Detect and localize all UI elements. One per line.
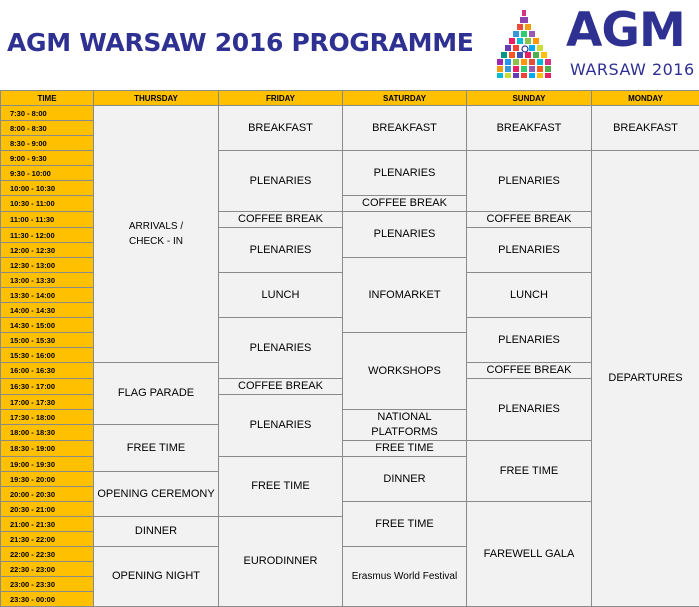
event-label: FREE TIME [467, 464, 591, 479]
logo-icon [496, 10, 558, 78]
event-cell-monday [592, 151, 699, 607]
event-cell-friday [219, 212, 343, 228]
time-slot: 14:00 - 14:30 [1, 303, 94, 318]
event-cell-friday [219, 517, 343, 607]
event-label: PLENARIES [219, 243, 342, 258]
event-label: DINNER [343, 472, 466, 487]
event-cell-friday [219, 395, 343, 457]
time-slot: 7:30 - 8:00 [1, 106, 94, 121]
event-label: PLENARIES [219, 174, 342, 189]
event-cell-thursday [94, 425, 219, 472]
event-label: FREE TIME [343, 517, 466, 532]
event-cell-sunday [467, 502, 592, 607]
event-cell-friday [219, 457, 343, 517]
event-label: OPENING NIGHT [94, 569, 218, 584]
event-label: PLENARIES [219, 341, 342, 356]
event-label: BREAKFAST [467, 121, 591, 136]
event-cell-saturday [343, 457, 467, 502]
event-label: BREAKFAST [219, 121, 342, 136]
time-slot: 16:30 - 17:00 [1, 379, 94, 395]
time-slot: 12:00 - 12:30 [1, 243, 94, 258]
time-slot: 21:30 - 22:00 [1, 532, 94, 547]
time-slot: 15:00 - 15:30 [1, 333, 94, 348]
event-label: BREAKFAST [592, 121, 699, 136]
programme-table [0, 90, 699, 607]
event-cell-friday [219, 106, 343, 151]
event-cell-thursday [94, 472, 219, 517]
time-slot: 20:30 - 21:00 [1, 502, 94, 517]
event-cell-friday [219, 151, 343, 212]
time-slot: 16:00 - 16:30 [1, 363, 94, 379]
event-cell-saturday [343, 441, 467, 457]
event-cell-saturday [343, 196, 467, 212]
event-cell-friday [219, 379, 343, 395]
event-label: LUNCH [467, 288, 591, 303]
event-cell-saturday [343, 410, 467, 441]
event-cell-saturday [343, 212, 467, 258]
time-slot: 21:00 - 21:30 [1, 517, 94, 532]
time-slot: 8:00 - 8:30 [1, 121, 94, 136]
event-cell-saturday [343, 502, 467, 547]
event-label: OPENING CEREMONY [94, 487, 218, 502]
event-cell-saturday [343, 333, 467, 410]
event-label: EURODINNER [219, 554, 342, 569]
event-cell-sunday [467, 151, 592, 212]
event-cell-monday [592, 106, 699, 151]
event-label: ARRIVALS / CHECK - IN [94, 219, 218, 249]
time-slot: 10:30 - 11:00 [1, 196, 94, 212]
event-cell-sunday [467, 318, 592, 363]
table-row [1, 106, 699, 121]
time-slot: 18:30 - 19:00 [1, 441, 94, 457]
time-slot: 8:30 - 9:00 [1, 136, 94, 151]
column-header-thursday: THURSDAY [94, 91, 219, 106]
time-slot: 23:30 - 00:00 [1, 592, 94, 607]
time-slot: 9:30 - 10:00 [1, 166, 94, 181]
event-label: PLENARIES [343, 227, 466, 242]
event-label: WORKSHOPS [343, 364, 466, 379]
column-header-sunday: SUNDAY [467, 91, 592, 106]
event-cell-sunday [467, 379, 592, 441]
event-cell-sunday [467, 212, 592, 228]
event-label: PLENARIES [467, 243, 591, 258]
event-cell-saturday [343, 151, 467, 196]
time-slot: 10:00 - 10:30 [1, 181, 94, 196]
event-cell-saturday [343, 547, 467, 607]
event-label: BREAKFAST [343, 121, 466, 136]
event-label: COFFEE BREAK [219, 212, 342, 227]
event-label: COFFEE BREAK [467, 363, 591, 378]
event-cell-sunday [467, 273, 592, 318]
time-slot: 17:30 - 18:00 [1, 410, 94, 425]
column-header-time: TIME [1, 91, 94, 106]
time-slot: 12:30 - 13:00 [1, 258, 94, 273]
event-label: FREE TIME [343, 441, 466, 456]
event-label: INFOMARKET [343, 288, 466, 303]
event-label: PLENARIES [467, 333, 591, 348]
time-slot: 19:00 - 19:30 [1, 457, 94, 472]
event-label: LUNCH [219, 288, 342, 303]
event-cell-sunday [467, 441, 592, 502]
event-cell-friday [219, 228, 343, 273]
event-label: COFFEE BREAK [343, 196, 466, 211]
event-label: COFFEE BREAK [467, 212, 591, 227]
time-slot: 11:30 - 12:00 [1, 228, 94, 243]
table-header-row [1, 91, 699, 106]
time-slot: 17:00 - 17:30 [1, 395, 94, 410]
time-slot: 18:00 - 18:30 [1, 425, 94, 441]
event-label: PLENARIES [219, 418, 342, 433]
event-cell-thursday [94, 517, 219, 547]
event-label: Erasmus World Festival [343, 569, 466, 584]
time-slot: 13:00 - 13:30 [1, 273, 94, 288]
event-label: NATIONAL PLATFORMS [343, 410, 466, 440]
event-label: DINNER [94, 524, 218, 539]
event-label: PLENARIES [467, 402, 591, 417]
event-cell-thursday [94, 547, 219, 607]
time-slot: 9:00 - 9:30 [1, 151, 94, 166]
event-cell-saturday [343, 258, 467, 333]
event-label: FREE TIME [219, 479, 342, 494]
event-label: DEPARTURES [592, 371, 699, 386]
event-cell-thursday [94, 106, 219, 363]
event-cell-sunday [467, 363, 592, 379]
event-label: COFFEE BREAK [219, 379, 342, 394]
time-slot: 23:00 - 23:30 [1, 577, 94, 592]
event-cell-sunday [467, 228, 592, 273]
event-label: FLAG PARADE [94, 386, 218, 401]
time-slot: 14:30 - 15:00 [1, 318, 94, 333]
logo-subtitle: WARSAW 2016 [570, 60, 695, 79]
page-title: AGM WARSAW 2016 PROGRAMME [7, 28, 474, 57]
logo-text: AGM [566, 4, 685, 58]
event-cell-friday [219, 273, 343, 318]
time-slot: 20:00 - 20:30 [1, 487, 94, 502]
time-slot: 22:00 - 22:30 [1, 547, 94, 562]
time-slot: 22:30 - 23:00 [1, 562, 94, 577]
page-header [0, 0, 699, 90]
time-slot: 13:30 - 14:00 [1, 288, 94, 303]
event-cell-thursday [94, 363, 219, 425]
event-label: FREE TIME [94, 441, 218, 456]
time-slot: 11:00 - 11:30 [1, 212, 94, 228]
event-cell-saturday [343, 106, 467, 151]
column-header-monday: MONDAY [592, 91, 699, 106]
event-label: PLENARIES [467, 174, 591, 189]
time-slot: 15:30 - 16:00 [1, 348, 94, 363]
column-header-friday: FRIDAY [219, 91, 343, 106]
event-cell-friday [219, 318, 343, 379]
event-label: FAREWELL GALA [467, 547, 591, 562]
time-slot: 19:30 - 20:00 [1, 472, 94, 487]
column-header-saturday: SATURDAY [343, 91, 467, 106]
programme-body [1, 106, 699, 607]
event-cell-sunday [467, 106, 592, 151]
event-label: PLENARIES [343, 166, 466, 181]
